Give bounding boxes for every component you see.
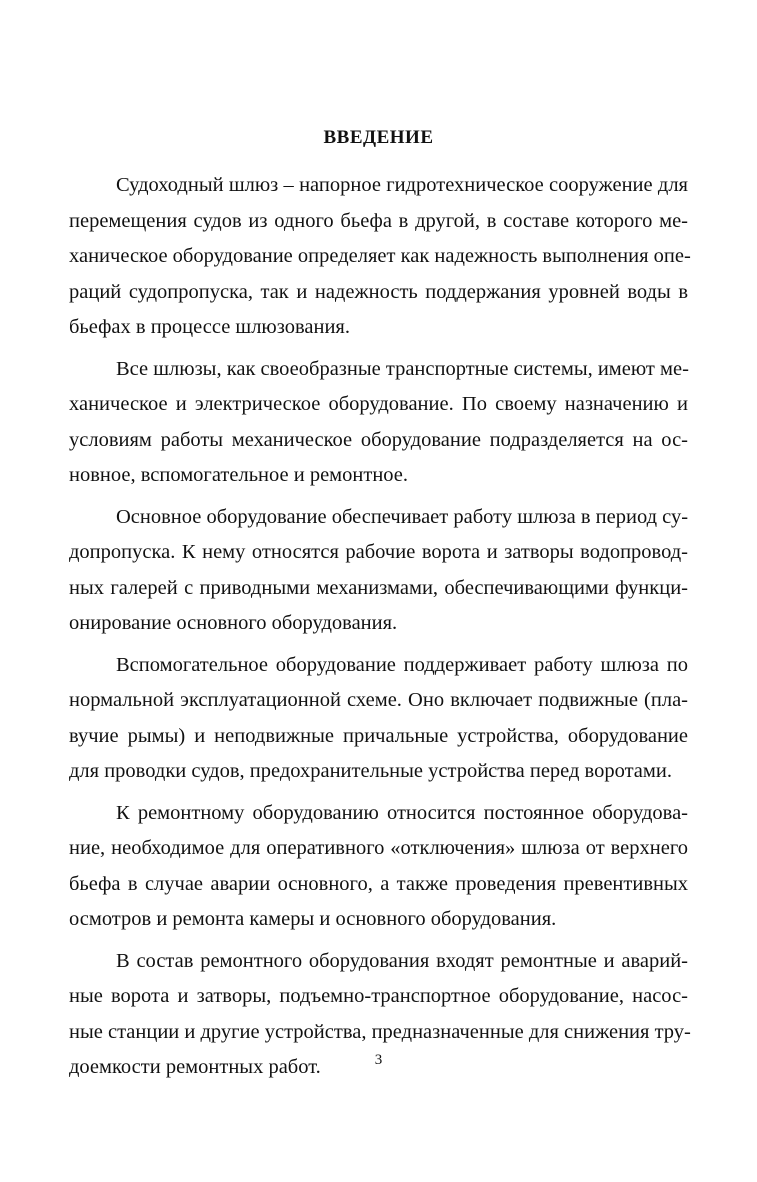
- text-line: раций судопропуска, так и надежность поддержания уровней воды в: [69, 280, 688, 303]
- text-line: ные станции и другие устройства, предназначенные для снижения тру-: [69, 1020, 691, 1043]
- text-line: В состав ремонтного оборудования входят ремонтные и аварий-: [116, 949, 688, 972]
- text-line: онирование основного оборудования.: [69, 612, 398, 634]
- text-line: новное, вспомогательное и ремонтное.: [69, 464, 409, 486]
- text-line: допропуска. К нему относятся рабочие ворота и затворы водопровод-: [69, 541, 688, 563]
- text-line: нормальной эксплуатационной схеме. Оно включает подвижные (пла-: [69, 689, 688, 711]
- text-line: вучие рымы) и неподвижные причальные устройства, оборудование: [69, 724, 688, 747]
- text-line: для проводки судов, предохранительные устройства перед воротами.: [69, 760, 672, 782]
- paragraph: [69, 500, 688, 642]
- text-line: Основное оборудование обеспечивает работу шлюза в период су-: [116, 505, 689, 528]
- text-line: ные ворота и затворы, подъемно-транспортное оборудование, насос-: [69, 985, 688, 1007]
- text-line: доемкости ремонтных работ.: [69, 1056, 321, 1078]
- text-line: условиям работы механическое оборудование подразделяется на ос-: [69, 428, 688, 451]
- section-title: ВВЕДЕНИЕ: [323, 127, 434, 148]
- text-line: ханическое и электрическое оборудование. По своему назначению и: [69, 393, 688, 415]
- text-line: бьефах в процессе шлюзования.: [69, 316, 350, 338]
- text-line: ние, необходимое для оперативного «отключения» шлюза от верхнего: [69, 837, 688, 859]
- paragraph: [69, 796, 688, 938]
- text-line: Вспомогательное оборудование поддерживает работу шлюза по: [116, 653, 688, 676]
- page-number: 3: [374, 1052, 383, 1068]
- text-line: ных галерей с приводными механизмами, обеспечивающими функци-: [69, 576, 688, 599]
- text-line: ханическое оборудование определяет как надежность выполнения опе-: [69, 245, 691, 267]
- paragraph: [69, 168, 691, 346]
- text-line: Все шлюзы, как своеобразные транспортные системы, имеют ме-: [116, 357, 689, 380]
- text-line: перемещения судов из одного бьефа в другой, в составе которого ме-: [69, 209, 688, 232]
- paragraph: [69, 648, 688, 790]
- text-line: осмотров и ремонта камеры и основного оборудования.: [69, 908, 557, 930]
- text-line: бьефа в случае аварии основного, а также проведения превентивных: [69, 872, 688, 895]
- body-text: [69, 168, 691, 1086]
- text-line: Судоходный шлюз – напорное гидротехническое сооружение для: [116, 174, 688, 196]
- paragraph: [69, 352, 688, 494]
- text-line: К ремонтному оборудованию относится постоянное оборудова-: [116, 801, 688, 824]
